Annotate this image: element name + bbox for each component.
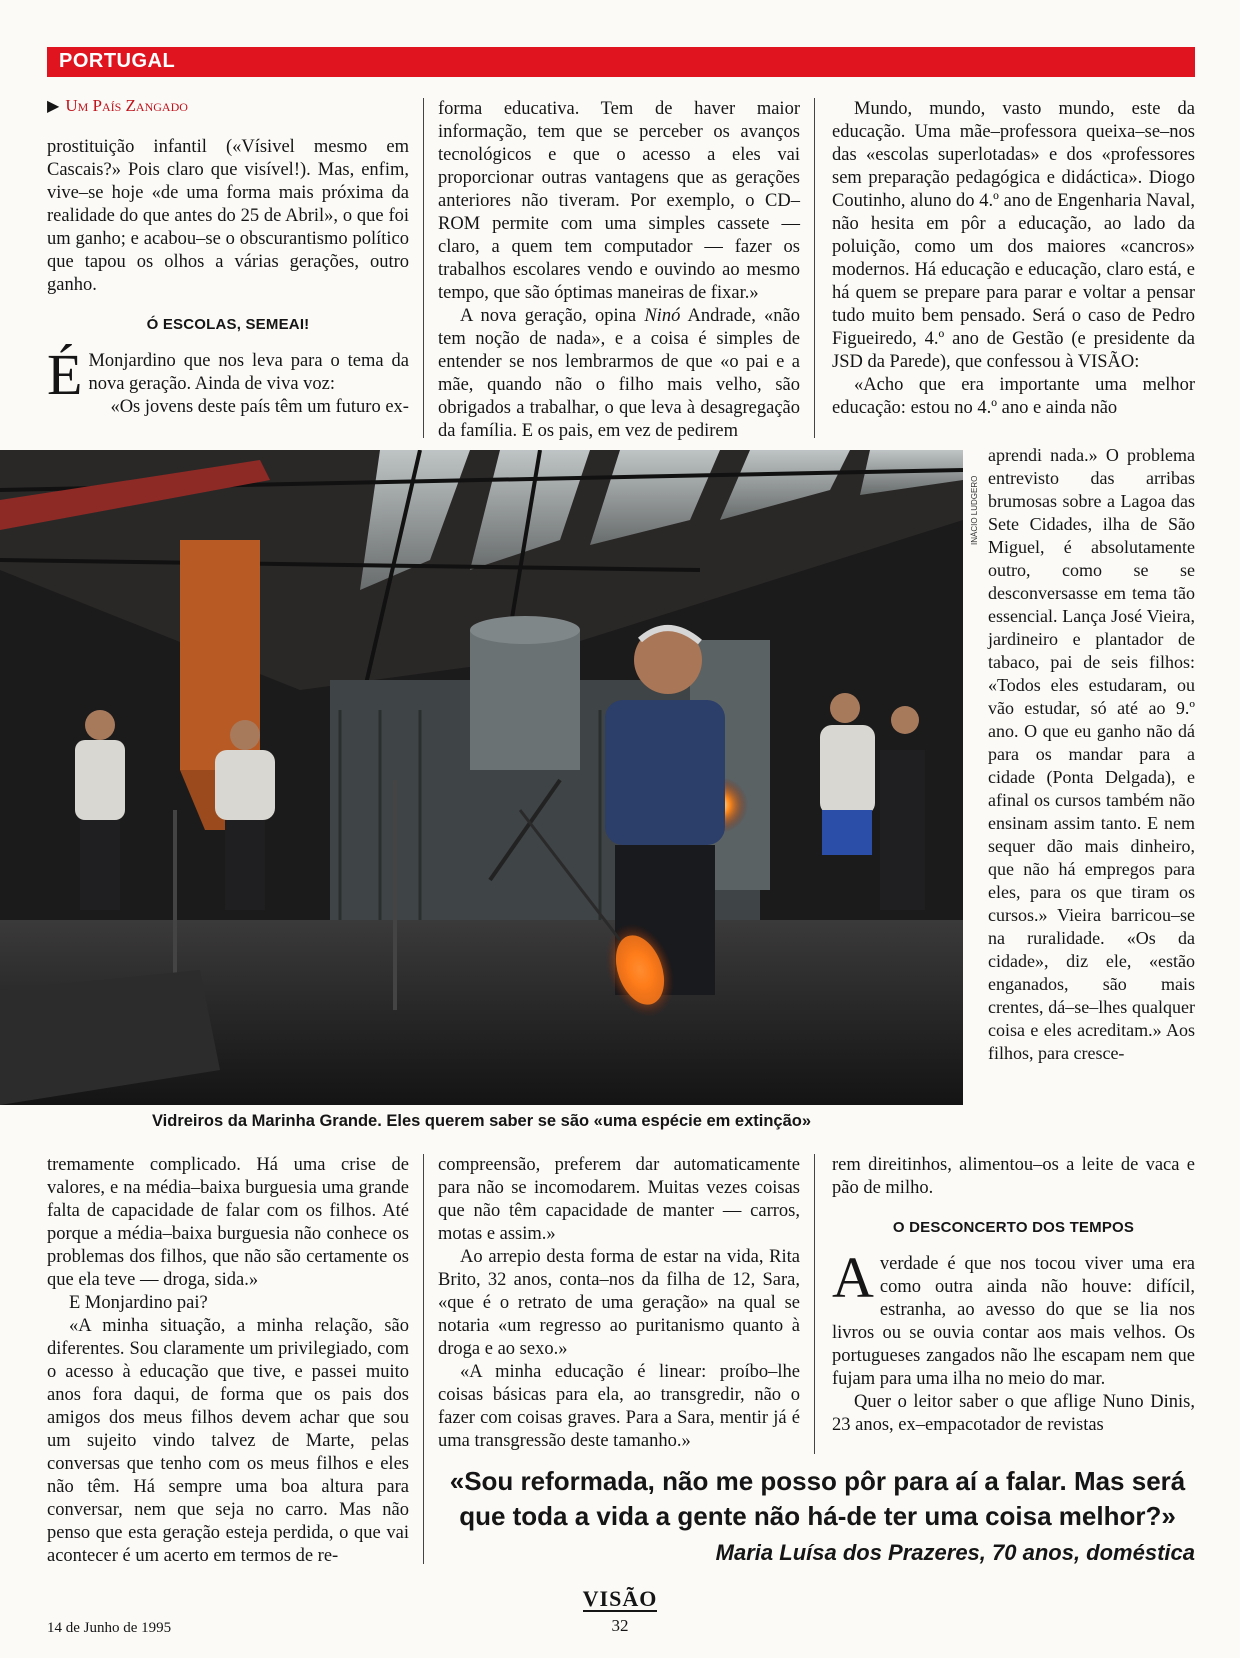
- magazine-title: VISÃO: [582, 1586, 658, 1611]
- column-divider: [814, 1154, 815, 1454]
- magazine-name: [560, 1586, 680, 1612]
- paragraph: prostituição infantil («Vísivel mesmo em Cascais?» Pois claro que visível!). Mas, enfim, vive–se hoje «de uma forma mais próxima da realidade do que antes do 25 de Abril», o que foi um ganho; e acabou–se o obscurantismo político que tapou os olhos a várias gerações, outro ganho.: [47, 137, 409, 295]
- paragraph: «Os jovens deste país têm um futuro ex-: [110, 397, 409, 417]
- paragraph: verdade é que nos tocou viver uma era como outra ainda não houve: difícil, estranha, ao avesso do que se lia nos livros ou se ouvia contar aos mais velhos. Os portugueses zangados não lhe escapam nem que fujam para uma ilha no meio do mar.: [832, 1254, 1195, 1389]
- paragraph: «A minha educação é linear: proíbo–lhe coisas básicas para ela, ao transgredir, não o fazer com coisas graves. Para a Sara, mentir já é uma transgressão deste tamanho.»: [438, 1362, 800, 1451]
- pull-quote: «Sou reformada, não me posso pôr para aí a falar. Mas será que toda a vida a gente não há-de ter uma coisa melhor?»: [449, 1466, 1186, 1531]
- column-1-bottom: [47, 1154, 409, 1568]
- column-2-bottom: [438, 1154, 800, 1453]
- paragraph: «A minha situação, a minha relação, são diferentes. Sou claramente um privilegiado, com o acesso à educação que tive, e passei muito anos fora daqui, de forma que os pais dos amigos dos meus filhos devem achar que sou um sujeito vindo talvez de Marte, pelas conversas que tenho com os meus filhos e eles não têm. Há sempre uma boa altura para conversar, nem que seja no carro. Mas não penso que esta geração esteja perdida, o que vai acontecer é um acerto em termos de re-: [47, 1316, 409, 1566]
- paragraph: Mundo, mundo, vasto mundo, este da educação. Uma mãe–professora queixa–se–nos das «escolas superlotadas» e dos «professores sem preparação pedagógica e didáctica». Diogo Coutinho, aluno do 4.º ano de Engenharia Naval, não hesita em pôr a educação, ao lado da poluição, como um dos maiores «cancros» modernos. Há educação e educação, claro está, e há quem se prepare para parar e voltar a pensar tudo muito bem pensado. Será o caso de Pedro Figueiredo, 4.º ano de Gestão (e presidente da JSD da Parede), que confessou à VISÃO:: [832, 99, 1195, 372]
- paragraph: Quer o leitor saber o que aflige Nuno Dinis, 23 anos, ex–empacotador de revistas: [832, 1392, 1195, 1435]
- issue-date: 14 de Junho de 1995: [47, 1620, 172, 1636]
- column-3-bottom: [832, 1154, 1195, 1437]
- pull-quote-author: Maria Luísa dos Prazeres, 70 anos, doméstica: [715, 1540, 1195, 1565]
- paragraph: compreensão, preferem dar automaticamente para não se incomodarem. Muitas vezes coisas que não têm capacidade de manter — carros, motas e assim.»: [438, 1155, 800, 1244]
- section-banner: [47, 47, 1195, 77]
- paragraph: rem direitinhos, alimentou–os a leite de vaca e pão de milho.: [832, 1155, 1195, 1198]
- paragraph: Ao arrepio desta forma de estar na vida, Rita Brito, 32 anos, conta–nos da filha de 12, Sara, «que é o retrato de uma geração» na qual se notaria «um regresso ao puritanismo quanto à droga e ao sexo.»: [438, 1247, 800, 1359]
- column-divider: [423, 98, 424, 438]
- photo-credit: INÁCIO LUDGERO: [970, 475, 979, 545]
- column-2-top: [438, 98, 800, 443]
- column-1-top: [47, 136, 409, 419]
- column-3-top: [832, 98, 1195, 420]
- person-name: Ninó: [644, 306, 681, 326]
- article-photo: [0, 450, 963, 1105]
- paragraph: Monjardino que nos leva para o tema da nova geração. Ainda de viva voz:: [88, 351, 409, 394]
- triangle-icon: ▶: [47, 98, 60, 115]
- paragraph: aprendi nada.» O problema entrevisto das arribas brumosas sobre a Lagoa das Sete Cidades, ilha de São Miguel, é absolutamente outro, como se se desconversasse em tema tão essencial. Lança José Vieira, jardineiro e plantador de tabaco, pai de seis filhos: «Todos eles estudaram, ou vão estudar, só até ao 9.º ano. O que eu ganho não dá para os mandar para a cidade (Ponta Delgada), e afinal os cursos também não ensinam assim tanto. E nem sequer dão mais dinheiro, que não há empregos para eles, para os que tiram os cursos.» Vieira barricou–se na ruralidade. «Os da cidade», diz ele, «estão enganados, são mais crentes, dá–se–lhes qualquer coisa e eles acreditam.» Aos filhos, para cresce-: [988, 445, 1195, 1063]
- paragraph: E Monjardino pai?: [69, 1293, 208, 1313]
- paragraph: forma educativa. Tem de haver maior informação, tem que se perceber os avanços tecnológicos e que o acesso a eles vai proporcionar outras vantagens que as gerações anteriores não tiveram. Por exemplo, o CD–ROM permite com uma simples cassete — claro, a quem tem computador — fazer os trabalhos escolares vendo e ouvindo ao mesmo tempo, que são óptimas maneiras de fixar.»: [438, 99, 800, 303]
- page-number: 32: [611, 1616, 629, 1635]
- photo-caption: Vidreiros da Marinha Grande. Eles querem saber se são «uma espécie em extinção»: [151, 1112, 812, 1130]
- subhead-escolas: Ó ESCOLAS, SEMEAI!: [146, 316, 310, 333]
- paragraph: tremamente complicado. Há uma crise de valores, e na média–baixa burguesia uma grande falta de capacidade de falar com os filhos. Até porque a média–baixa burguesia não conhece os problemas dos filhos, que não são certamente os que ela teve — droga, sida.»: [47, 1155, 409, 1290]
- column-divider: [423, 1154, 424, 1564]
- column-3-narrow: [988, 444, 1195, 1065]
- paragraph-part: A nova geração, opina: [460, 306, 645, 326]
- subhead-desconcerto: O DESCONCERTO DOS TEMPOS: [892, 1219, 1135, 1236]
- article-kicker: [47, 96, 188, 116]
- paragraph: «Acho que era importante uma melhor educação: estou no 4.º ano e ainda não: [832, 375, 1195, 418]
- section-title: PORTUGAL: [59, 50, 176, 72]
- kicker-text: Um País Zangado: [65, 96, 188, 115]
- drop-cap: É: [47, 342, 83, 407]
- paragraph-part: Andrade, «não tem noção de nada», e a coisa é simples de entender se nos lembrarmos de que «o pai e a mãe, quando não o filho mais velho, são obrigados a trabalhar, o que leva à desagregação da família. E os pais, em vez de pedirem: [438, 306, 800, 441]
- drop-cap: A: [832, 1245, 874, 1310]
- column-divider: [814, 98, 815, 438]
